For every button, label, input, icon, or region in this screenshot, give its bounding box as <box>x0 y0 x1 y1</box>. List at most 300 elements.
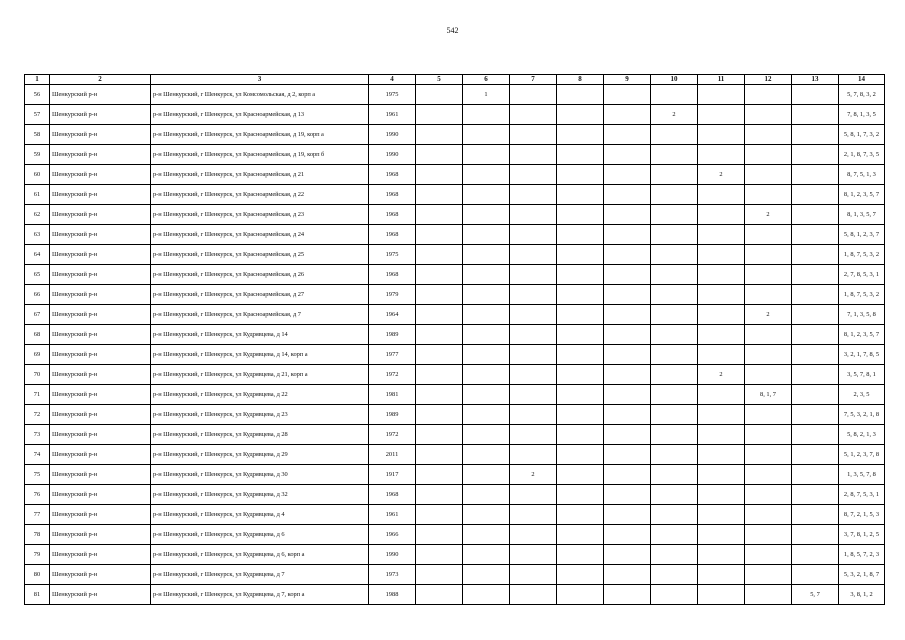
col7-cell <box>510 305 557 325</box>
col13-cell <box>792 565 839 585</box>
year-cell: 1966 <box>369 525 416 545</box>
col5-cell <box>416 425 463 445</box>
col7-cell <box>510 445 557 465</box>
col5-cell <box>416 485 463 505</box>
district-cell: Шенкурский р-н <box>50 105 151 125</box>
year-cell: 1961 <box>369 505 416 525</box>
col6-cell <box>463 125 510 145</box>
year-cell: 1968 <box>369 205 416 225</box>
table-row <box>25 565 885 585</box>
column-header: 8 <box>557 75 604 85</box>
col9-cell <box>604 285 651 305</box>
year-cell: 1964 <box>369 305 416 325</box>
col6-cell <box>463 265 510 285</box>
col13-cell <box>792 285 839 305</box>
col14-cell: 3, 5, 7, 8, 1 <box>839 365 885 385</box>
col7-cell <box>510 105 557 125</box>
table-row <box>25 105 885 125</box>
col10-cell <box>651 445 698 465</box>
col13-cell <box>792 85 839 105</box>
col10-cell <box>651 285 698 305</box>
col10-cell: 2 <box>651 105 698 125</box>
col9-cell <box>604 185 651 205</box>
col9-cell <box>604 405 651 425</box>
col12-cell <box>745 165 792 185</box>
year-cell: 1968 <box>369 185 416 205</box>
col13-cell: 5, 7 <box>792 585 839 605</box>
col5-cell <box>416 505 463 525</box>
col5-cell <box>416 285 463 305</box>
col12-cell: 8, 1, 7 <box>745 385 792 405</box>
col6-cell <box>463 405 510 425</box>
year-cell: 1990 <box>369 145 416 165</box>
col7-cell <box>510 85 557 105</box>
col12-cell <box>745 445 792 465</box>
col9-cell <box>604 485 651 505</box>
col7-cell <box>510 565 557 585</box>
col9-cell <box>604 305 651 325</box>
address-cell: р-н Шенкурский, г Шенкурск, ул Кудрявцева, д 23 <box>151 405 369 425</box>
table-row <box>25 405 885 425</box>
col9-cell <box>604 245 651 265</box>
year-cell: 1990 <box>369 125 416 145</box>
col11-cell <box>698 145 745 165</box>
col7-cell <box>510 525 557 545</box>
col14-cell: 5, 8, 1, 2, 3, 7 <box>839 225 885 245</box>
col11-cell: 2 <box>698 365 745 385</box>
address-cell: р-н Шенкурский, г Шенкурск, ул Красноармейская, д 13 <box>151 105 369 125</box>
column-header: 14 <box>839 75 885 85</box>
column-header: 9 <box>604 75 651 85</box>
col6-cell <box>463 145 510 165</box>
col12-cell <box>745 185 792 205</box>
col9-cell <box>604 505 651 525</box>
table-row <box>25 305 885 325</box>
col5-cell <box>416 305 463 325</box>
address-cell: р-н Шенкурский, г Шенкурск, ул Красноармейская, д 21 <box>151 165 369 185</box>
col11-cell <box>698 85 745 105</box>
col11-cell <box>698 465 745 485</box>
col8-cell <box>557 145 604 165</box>
col7-cell <box>510 205 557 225</box>
year-cell: 1917 <box>369 465 416 485</box>
col9-cell <box>604 345 651 365</box>
col10-cell <box>651 345 698 365</box>
col11-cell <box>698 505 745 525</box>
col14-cell: 8, 7, 2, 1, 5, 3 <box>839 505 885 525</box>
col11-cell <box>698 185 745 205</box>
col9-cell <box>604 585 651 605</box>
column-header: 6 <box>463 75 510 85</box>
address-cell: р-н Шенкурский, г Шенкурск, ул Кудрявцева, д 6 <box>151 525 369 545</box>
col11-cell <box>698 405 745 425</box>
row-number-cell: 58 <box>25 125 50 145</box>
col12-cell <box>745 505 792 525</box>
col5-cell <box>416 205 463 225</box>
col7-cell <box>510 245 557 265</box>
col6-cell <box>463 505 510 525</box>
col6-cell <box>463 285 510 305</box>
row-number-cell: 72 <box>25 405 50 425</box>
col14-cell: 2, 7, 8, 5, 3, 1 <box>839 265 885 285</box>
col10-cell <box>651 245 698 265</box>
col8-cell <box>557 265 604 285</box>
col6-cell <box>463 565 510 585</box>
col7-cell <box>510 225 557 245</box>
col7-cell <box>510 365 557 385</box>
col13-cell <box>792 545 839 565</box>
col7-cell <box>510 485 557 505</box>
col11-cell <box>698 325 745 345</box>
col13-cell <box>792 305 839 325</box>
col10-cell <box>651 505 698 525</box>
year-cell: 1977 <box>369 345 416 365</box>
col10-cell <box>651 125 698 145</box>
col11-cell <box>698 225 745 245</box>
column-header: 11 <box>698 75 745 85</box>
col5-cell <box>416 365 463 385</box>
col10-cell <box>651 305 698 325</box>
col13-cell <box>792 105 839 125</box>
row-number-cell: 59 <box>25 145 50 165</box>
address-cell: р-н Шенкурский, г Шенкурск, ул Кудрявцева, д 30 <box>151 465 369 485</box>
district-cell: Шенкурский р-н <box>50 225 151 245</box>
column-header: 7 <box>510 75 557 85</box>
col8-cell <box>557 165 604 185</box>
col14-cell: 5, 1, 2, 3, 7, 8 <box>839 445 885 465</box>
col11-cell <box>698 125 745 145</box>
col13-cell <box>792 365 839 385</box>
col8-cell <box>557 225 604 245</box>
year-cell: 1981 <box>369 385 416 405</box>
year-cell: 1973 <box>369 565 416 585</box>
district-cell: Шенкурский р-н <box>50 445 151 465</box>
col7-cell <box>510 185 557 205</box>
col6-cell <box>463 465 510 485</box>
row-number-cell: 80 <box>25 565 50 585</box>
column-header: 12 <box>745 75 792 85</box>
row-number-cell: 68 <box>25 325 50 345</box>
col9-cell <box>604 425 651 445</box>
col7-cell <box>510 505 557 525</box>
col11-cell <box>698 345 745 365</box>
col10-cell <box>651 385 698 405</box>
col8-cell <box>557 525 604 545</box>
col8-cell <box>557 405 604 425</box>
col6-cell <box>463 385 510 405</box>
col12-cell <box>745 585 792 605</box>
col14-cell: 2, 3, 5 <box>839 385 885 405</box>
address-cell: р-н Шенкурский, г Шенкурск, ул Кудрявцева, д 4 <box>151 505 369 525</box>
col14-cell: 5, 8, 1, 7, 3, 2 <box>839 125 885 145</box>
address-cell: р-н Шенкурский, г Шенкурск, ул Кудрявцева, д 7 <box>151 565 369 585</box>
col9-cell <box>604 545 651 565</box>
col11-cell <box>698 445 745 465</box>
col14-cell: 7, 5, 3, 2, 1, 8 <box>839 405 885 425</box>
col12-cell <box>745 245 792 265</box>
address-cell: р-н Шенкурский, г Шенкурск, ул Красноармейская, д 24 <box>151 225 369 245</box>
col10-cell <box>651 365 698 385</box>
col12-cell <box>745 525 792 545</box>
col8-cell <box>557 385 604 405</box>
col11-cell <box>698 485 745 505</box>
col8-cell <box>557 585 604 605</box>
col14-cell: 3, 8, 1, 2 <box>839 585 885 605</box>
col11-cell <box>698 525 745 545</box>
col14-cell: 1, 8, 5, 7, 2, 3 <box>839 545 885 565</box>
table-row <box>25 525 885 545</box>
year-cell: 1972 <box>369 425 416 445</box>
table-row <box>25 465 885 485</box>
col10-cell <box>651 265 698 285</box>
col5-cell <box>416 385 463 405</box>
col14-cell: 5, 7, 8, 3, 2 <box>839 85 885 105</box>
col6-cell <box>463 325 510 345</box>
col5-cell <box>416 465 463 485</box>
col9-cell <box>604 85 651 105</box>
col6-cell <box>463 585 510 605</box>
col6-cell <box>463 225 510 245</box>
year-cell: 1961 <box>369 105 416 125</box>
row-number-cell: 67 <box>25 305 50 325</box>
address-cell: р-н Шенкурский, г Шенкурск, ул Красноармейская, д 7 <box>151 305 369 325</box>
year-cell: 1972 <box>369 365 416 385</box>
col7-cell <box>510 165 557 185</box>
col11-cell <box>698 305 745 325</box>
year-cell: 1988 <box>369 585 416 605</box>
col13-cell <box>792 265 839 285</box>
row-number-cell: 69 <box>25 345 50 365</box>
col12-cell <box>745 405 792 425</box>
col12-cell <box>745 225 792 245</box>
col8-cell <box>557 205 604 225</box>
col5-cell <box>416 225 463 245</box>
table-row <box>25 345 885 365</box>
col12-cell <box>745 345 792 365</box>
col14-cell: 5, 8, 2, 1, 3 <box>839 425 885 445</box>
table-row <box>25 585 885 605</box>
table-row <box>25 285 885 305</box>
col8-cell <box>557 345 604 365</box>
year-cell: 1989 <box>369 325 416 345</box>
table-row <box>25 485 885 505</box>
table-row <box>25 185 885 205</box>
address-cell: р-н Шенкурский, г Шенкурск, ул Красноармейская, д 25 <box>151 245 369 265</box>
col5-cell <box>416 585 463 605</box>
col7-cell <box>510 345 557 365</box>
col9-cell <box>604 205 651 225</box>
col8-cell <box>557 245 604 265</box>
col14-cell: 5, 3, 2, 1, 8, 7 <box>839 565 885 585</box>
col6-cell: 1 <box>463 85 510 105</box>
col6-cell <box>463 365 510 385</box>
year-cell: 1968 <box>369 485 416 505</box>
col8-cell <box>557 305 604 325</box>
page-number: 542 <box>446 26 459 35</box>
address-cell: р-н Шенкурский, г Шенкурск, ул Красноармейская, д 19, корп б <box>151 145 369 165</box>
col13-cell <box>792 405 839 425</box>
col13-cell <box>792 165 839 185</box>
col8-cell <box>557 325 604 345</box>
district-cell: Шенкурский р-н <box>50 365 151 385</box>
district-cell: Шенкурский р-н <box>50 125 151 145</box>
col10-cell <box>651 145 698 165</box>
column-header: 3 <box>151 75 369 85</box>
col7-cell <box>510 425 557 445</box>
district-cell: Шенкурский р-н <box>50 185 151 205</box>
col8-cell <box>557 485 604 505</box>
col14-cell: 1, 3, 5, 7, 8 <box>839 465 885 485</box>
col5-cell <box>416 345 463 365</box>
col12-cell <box>745 565 792 585</box>
col13-cell <box>792 465 839 485</box>
col8-cell <box>557 285 604 305</box>
col6-cell <box>463 545 510 565</box>
district-cell: Шенкурский р-н <box>50 145 151 165</box>
col9-cell <box>604 165 651 185</box>
col7-cell <box>510 385 557 405</box>
table-row <box>25 265 885 285</box>
address-cell: р-н Шенкурский, г Шенкурск, ул Красноармейская, д 26 <box>151 265 369 285</box>
column-header: 2 <box>50 75 151 85</box>
col10-cell <box>651 425 698 445</box>
col14-cell: 8, 1, 2, 3, 5, 7 <box>839 325 885 345</box>
district-cell: Шенкурский р-н <box>50 465 151 485</box>
district-cell: Шенкурский р-н <box>50 165 151 185</box>
col12-cell <box>745 325 792 345</box>
col13-cell <box>792 245 839 265</box>
col8-cell <box>557 505 604 525</box>
col10-cell <box>651 585 698 605</box>
col7-cell <box>510 545 557 565</box>
col11-cell <box>698 425 745 445</box>
col13-cell <box>792 505 839 525</box>
col8-cell <box>557 185 604 205</box>
col13-cell <box>792 185 839 205</box>
col11-cell: 2 <box>698 165 745 185</box>
address-cell: р-н Шенкурский, г Шенкурск, ул Красноармейская, д 23 <box>151 205 369 225</box>
row-number-cell: 71 <box>25 385 50 405</box>
row-number-cell: 64 <box>25 245 50 265</box>
row-number-cell: 76 <box>25 485 50 505</box>
col13-cell <box>792 325 839 345</box>
row-number-cell: 61 <box>25 185 50 205</box>
address-cell: р-н Шенкурский, г Шенкурск, ул Кудрявцева, д 14 <box>151 325 369 345</box>
col12-cell <box>745 125 792 145</box>
col12-cell <box>745 145 792 165</box>
district-cell: Шенкурский р-н <box>50 385 151 405</box>
col10-cell <box>651 85 698 105</box>
table-row <box>25 225 885 245</box>
col6-cell <box>463 425 510 445</box>
column-header: 10 <box>651 75 698 85</box>
col14-cell: 8, 1, 3, 5, 7 <box>839 205 885 225</box>
col9-cell <box>604 565 651 585</box>
district-cell: Шенкурский р-н <box>50 305 151 325</box>
col5-cell <box>416 445 463 465</box>
col13-cell <box>792 125 839 145</box>
row-number-cell: 74 <box>25 445 50 465</box>
col10-cell <box>651 225 698 245</box>
col10-cell <box>651 525 698 545</box>
col6-cell <box>463 445 510 465</box>
col5-cell <box>416 565 463 585</box>
col11-cell <box>698 105 745 125</box>
district-cell: Шенкурский р-н <box>50 285 151 305</box>
table-row <box>25 365 885 385</box>
year-cell: 1979 <box>369 285 416 305</box>
row-number-cell: 75 <box>25 465 50 485</box>
col12-cell: 2 <box>745 205 792 225</box>
col10-cell <box>651 565 698 585</box>
col8-cell <box>557 85 604 105</box>
col14-cell: 3, 7, 8, 1, 2, 5 <box>839 525 885 545</box>
table-row <box>25 125 885 145</box>
col14-cell: 7, 8, 1, 3, 5 <box>839 105 885 125</box>
address-cell: р-н Шенкурский, г Шенкурск, ул Кудрявцева, д 14, корп а <box>151 345 369 365</box>
col11-cell <box>698 245 745 265</box>
address-cell: р-н Шенкурский, г Шенкурск, ул Кудрявцева, д 6, корп а <box>151 545 369 565</box>
col6-cell <box>463 205 510 225</box>
col6-cell <box>463 485 510 505</box>
table-row <box>25 425 885 445</box>
col8-cell <box>557 545 604 565</box>
address-cell: р-н Шенкурский, г Шенкурск, ул Красноармейская, д 22 <box>151 185 369 205</box>
table-row <box>25 145 885 165</box>
col8-cell <box>557 425 604 445</box>
col11-cell <box>698 545 745 565</box>
col5-cell <box>416 85 463 105</box>
col13-cell <box>792 205 839 225</box>
col13-cell <box>792 425 839 445</box>
col12-cell <box>745 485 792 505</box>
col13-cell <box>792 145 839 165</box>
col14-cell: 3, 2, 1, 7, 8, 5 <box>839 345 885 365</box>
header-row <box>25 75 885 85</box>
col8-cell <box>557 365 604 385</box>
col7-cell <box>510 285 557 305</box>
col8-cell <box>557 105 604 125</box>
col10-cell <box>651 465 698 485</box>
district-cell: Шенкурский р-н <box>50 545 151 565</box>
district-cell: Шенкурский р-н <box>50 525 151 545</box>
district-cell: Шенкурский р-н <box>50 325 151 345</box>
address-cell: р-н Шенкурский, г Шенкурск, ул Красноармейская, д 27 <box>151 285 369 305</box>
housing-registry-table <box>24 74 885 605</box>
row-number-cell: 57 <box>25 105 50 125</box>
district-cell: Шенкурский р-н <box>50 425 151 445</box>
row-number-cell: 62 <box>25 205 50 225</box>
row-number-cell: 63 <box>25 225 50 245</box>
col5-cell <box>416 145 463 165</box>
col5-cell <box>416 245 463 265</box>
col8-cell <box>557 125 604 145</box>
col13-cell <box>792 225 839 245</box>
col14-cell: 1, 8, 7, 5, 3, 2 <box>839 245 885 265</box>
col6-cell <box>463 305 510 325</box>
col6-cell <box>463 345 510 365</box>
col12-cell <box>745 465 792 485</box>
col11-cell <box>698 205 745 225</box>
address-cell: р-н Шенкурский, г Шенкурск, ул Кудрявцева, д 22 <box>151 385 369 405</box>
col13-cell <box>792 525 839 545</box>
address-cell: р-н Шенкурский, г Шенкурск, ул Кудрявцева, д 7, корп а <box>151 585 369 605</box>
col9-cell <box>604 385 651 405</box>
row-number-cell: 65 <box>25 265 50 285</box>
address-cell: р-н Шенкурский, г Шенкурск, ул Кудрявцева, д 28 <box>151 425 369 445</box>
table-row <box>25 385 885 405</box>
row-number-cell: 77 <box>25 505 50 525</box>
